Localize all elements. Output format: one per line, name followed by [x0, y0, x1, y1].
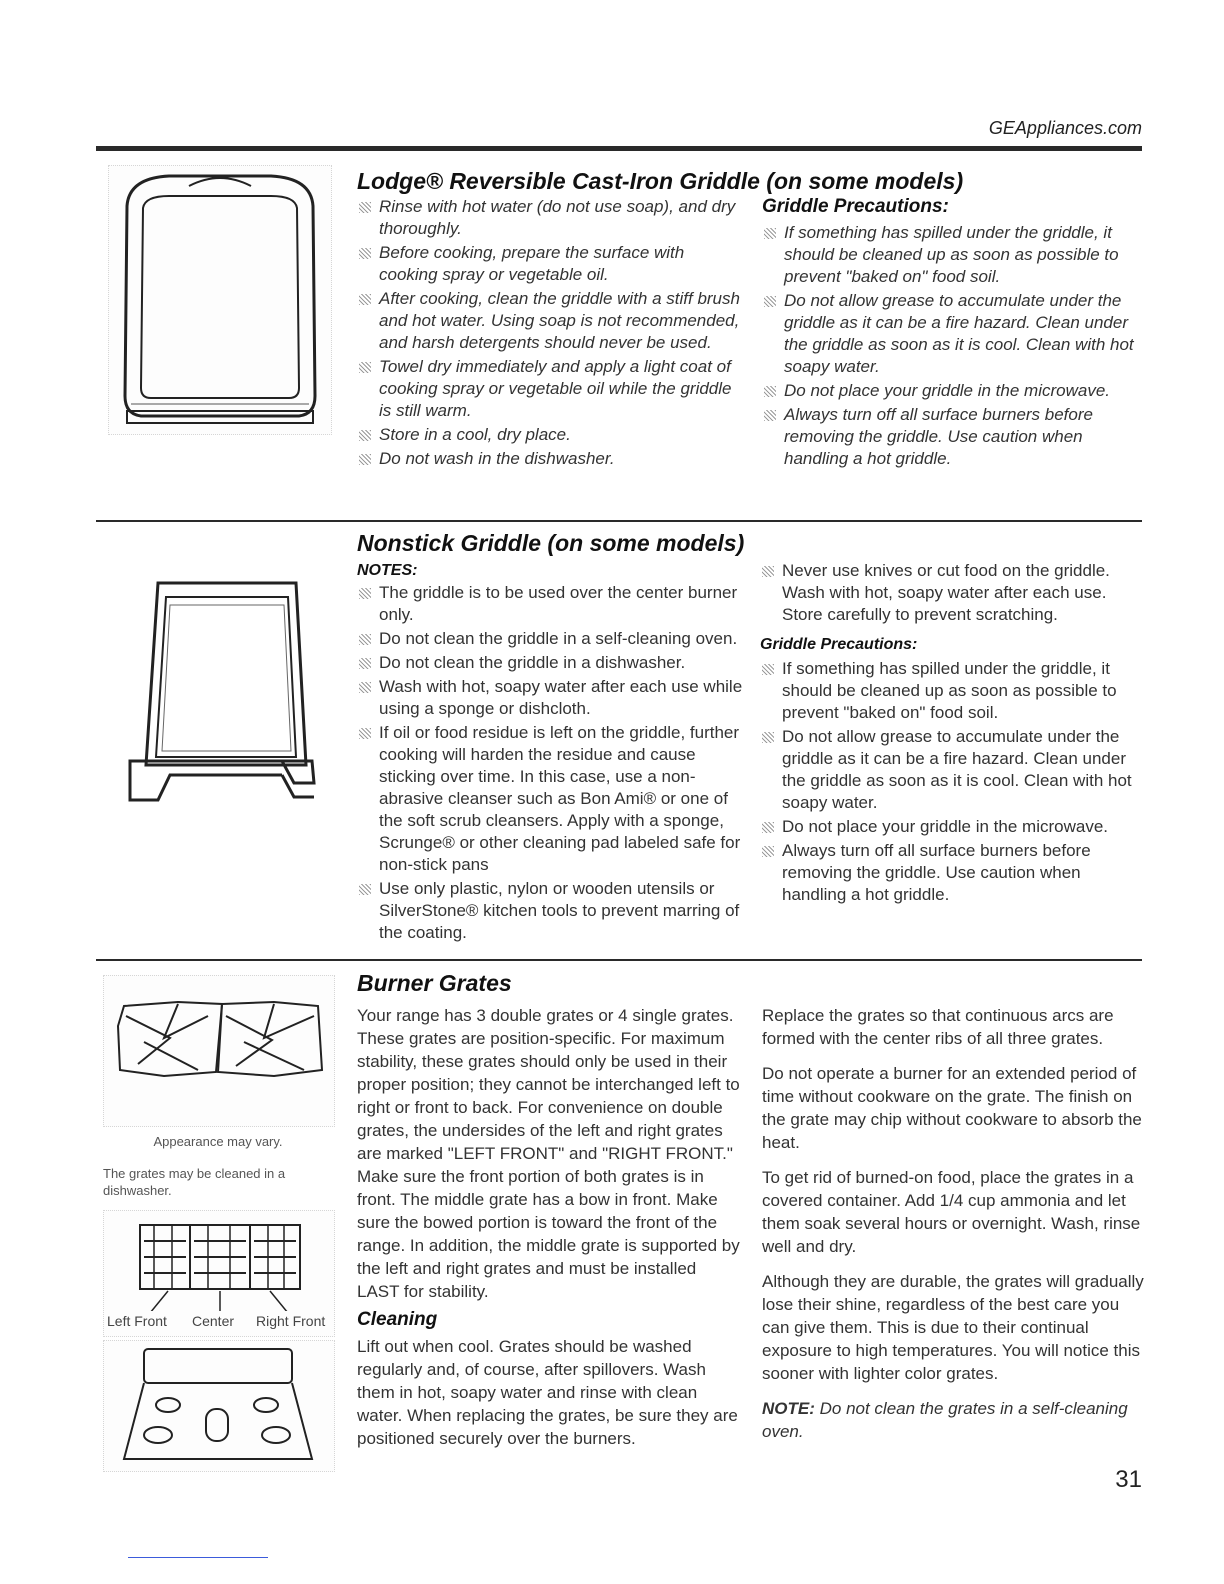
center-label: Center: [192, 1313, 235, 1329]
list-item: The griddle is to be used over the center burner only.: [357, 582, 747, 626]
left-front-label: Left Front: [107, 1313, 167, 1329]
list-item: Rinse with hot water (do not use soap), and dry thoroughly.: [357, 196, 742, 240]
three-grates-illustration: [103, 1210, 335, 1337]
page-number: 31: [1115, 1466, 1142, 1493]
list-item: Towel dry immediately and apply a light coat of cooking spray or vegetable oil while the griddle is still warm.: [357, 356, 742, 422]
grates-note: [762, 1397, 1147, 1443]
nonstick-notes: [357, 562, 747, 946]
cooktop-illustration: [103, 1340, 335, 1472]
list-item: Always turn off all surface burners before removing the griddle. Use caution when handling a hot griddle.: [760, 840, 1145, 906]
nonstick-griddle-icon: [120, 575, 330, 810]
right-front-label: Right Front: [256, 1313, 326, 1329]
grates-paragraph: Although they are durable, the grates will gradually lose their shine, regardless of the best care you can give them. This is due to their continual exposure to high temperatures. You will notice this sooner with lighter color grates.: [762, 1272, 1144, 1383]
list-item: Wash with hot, soapy water after each use while using a sponge or dishcloth.: [357, 676, 747, 720]
nonstick-griddle-illustration: [120, 575, 330, 810]
lodge-care-list: [357, 196, 742, 472]
cleaning-title: Cleaning: [357, 1309, 438, 1330]
footer-line: [128, 1557, 268, 1558]
site-url: GEAppliances.com: [988, 118, 1142, 138]
list-item: Do not allow grease to accumulate under the griddle as it can be a fire hazard. Clean under the griddle as soon as it is cool. Clean with hot soapy water.: [760, 726, 1145, 814]
list-item: If oil or food residue is left on the griddle, further cooking will harden the residue and cause sticking over time. In this case, use a non-abrasive cleanser such as Bon Ami® or one of the soft scrub cleansers. Apply with a sponge, Scrunge® or other cleaning pad labeled safe for non-stick pans: [357, 722, 747, 876]
list-item: Always turn off all surface burners before removing the griddle. Use caution when handling a hot griddle.: [762, 404, 1147, 470]
cleaning-paragraph: Lift out when cool. Grates should be washed regularly and, of course, after spillovers. Wash them in hot, soapy water and rinse with clean water. When replacing the grates, be sure they are positioned securely over the burners.: [357, 1337, 738, 1448]
dishwasher-caption: The grates may be cleaned in a dishwasher.: [103, 1166, 286, 1198]
lodge-griddle-title: Lodge® Reversible Cast-Iron Griddle (on some models): [357, 168, 964, 194]
list-item: If something has spilled under the griddle, it should be cleaned up as soon as possible to prevent "baked on" food soil.: [762, 222, 1147, 288]
nonstick-precautions-title: Griddle Precautions:: [760, 636, 918, 653]
section-divider: [96, 959, 1142, 961]
grates-right-column: [762, 1004, 1147, 1455]
grates-left-column: [357, 1004, 742, 1462]
list-item: Before cooking, prepare the surface with cooking spray or vegetable oil.: [357, 242, 742, 286]
grates-paragraph: Replace the grates so that continuous arcs are formed with the center ribs of all three grates.: [762, 1006, 1114, 1048]
note-text: Do not clean the grates in a self-cleaning oven.: [762, 1399, 1128, 1441]
grates-layout-icon: [104, 1211, 334, 1311]
cooktop-icon: [104, 1341, 334, 1471]
list-item: Do not clean the griddle in a self-cleaning oven.: [357, 628, 747, 650]
grates-paragraph: To get rid of burned-on food, place the grates in a covered container. Add 1/4 cup ammonia and let them soak several hours or overnight. Wash, rinse well and dry.: [762, 1168, 1141, 1256]
appearance-caption: Appearance may vary.: [153, 1134, 283, 1149]
list-item: If something has spilled under the griddle, it should be cleaned up as soon as possible to prevent "baked on" food soil.: [760, 658, 1145, 724]
lodge-precautions-title: Griddle Precautions:: [762, 196, 949, 217]
double-grates-illustration: [103, 975, 335, 1127]
cast-iron-griddle-icon: [109, 166, 331, 434]
notes-label: NOTES:: [357, 562, 418, 579]
list-item: Use only plastic, nylon or wooden utensils or SilverStone® kitchen tools to prevent marring of the coating.: [357, 878, 747, 944]
list-item: Never use knives or cut food on the griddle. Wash with hot, soapy water after each use. Store carefully to prevent scratching.: [760, 560, 1145, 626]
list-item: After cooking, clean the griddle with a stiff brush and hot water. Using soap is not recommended, and harsh detergents should never be used.: [357, 288, 742, 354]
grates-paragraph: Do not operate a burner for an extended period of time without cookware on the grate. The finish on the grate may chip without cookware to absorb the heat.: [762, 1064, 1142, 1152]
list-item: Store in a cool, dry place.: [357, 424, 742, 446]
cast-iron-griddle-illustration: [108, 165, 332, 435]
note-label: NOTE:: [762, 1399, 815, 1418]
nonstick-griddle-title: Nonstick Griddle (on some models): [357, 530, 745, 556]
nonstick-right-column: [760, 560, 1145, 908]
list-item: Do not place your griddle in the microwave.: [760, 816, 1145, 838]
list-item: Do not place your griddle in the microwave.: [762, 380, 1147, 402]
lodge-precautions: [762, 196, 1147, 472]
grates-intro-paragraph: Your range has 3 double grates or 4 single grates. These grates are position-specific. For maximum stability, these grates should only be used in their proper position; they cannot be interchanged left to right or front to back. For convenience on double grates, the undersides of the left and right grates are marked "LEFT FRONT" and "RIGHT FRONT." Make sure the front portion of both grates is in front. The middle grate has a bow in front. Make sure the bowed portion is toward the front of the range. In addition, the middle grate is supported by the left and right grates and must be installed LAST for stability.: [357, 1006, 740, 1301]
header-divider: [96, 146, 1142, 151]
list-item: Do not allow grease to accumulate under the griddle as it can be a fire hazard. Clean under the griddle as soon as it is cool. Clean with hot soapy water.: [762, 290, 1147, 378]
list-item: Do not wash in the dishwasher.: [357, 448, 742, 470]
section-divider: [96, 520, 1142, 522]
burner-grates-title: Burner Grates: [357, 970, 512, 996]
grates-icon: [104, 976, 334, 1126]
list-item: Do not clean the griddle in a dishwasher.: [357, 652, 747, 674]
